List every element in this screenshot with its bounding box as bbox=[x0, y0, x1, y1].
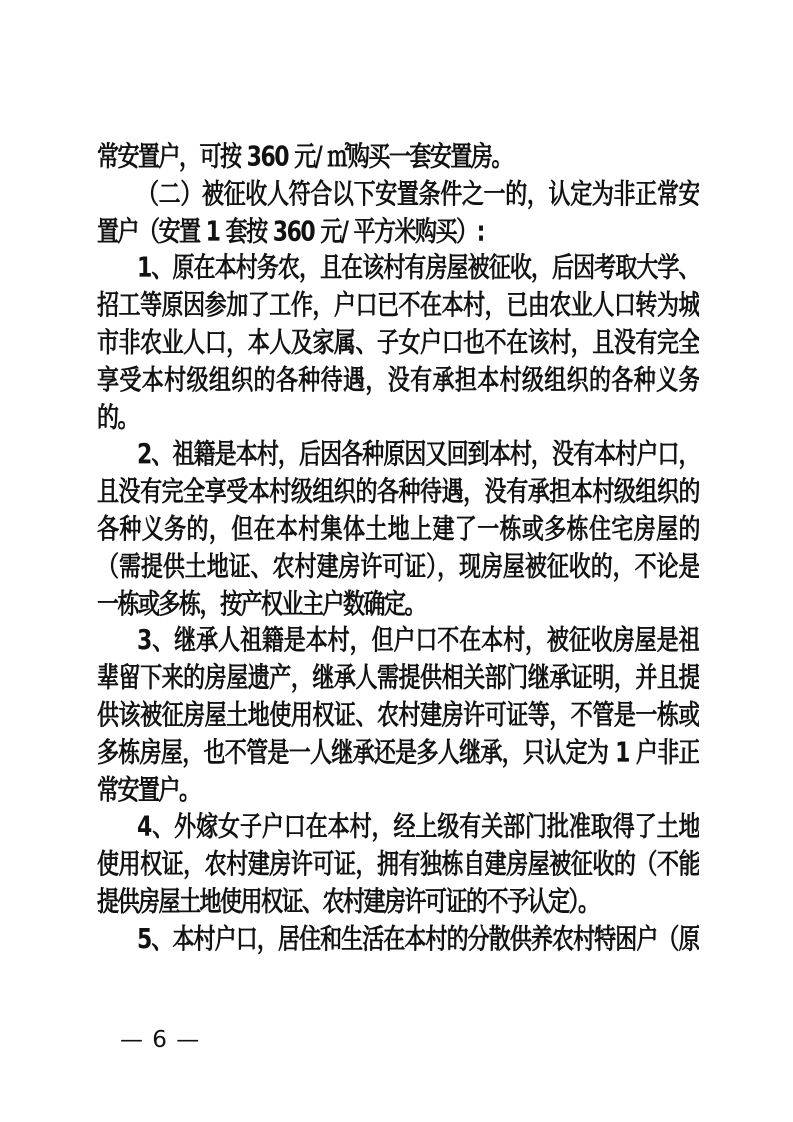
text-line: 5、本村户口，居住和生活在本村的分散供养农村特困户（原 bbox=[137, 923, 699, 955]
text-line: 招工等原因参加了工作，户口已不在本村，已由农业人口转为城 bbox=[97, 290, 699, 322]
text-line: 提供房屋土地使用权证、农村建房许可证的不予认定）。 bbox=[97, 886, 599, 918]
text-line: 各种义务的，但在本村集体土地上建了一栋或多栋住宅房屋的 bbox=[97, 513, 699, 546]
text-line: 的。 bbox=[97, 402, 139, 434]
text-line: 常安置户。 bbox=[97, 774, 200, 806]
text-line: 常安置户，可按 360 元/ ㎡购买一套安置房。 bbox=[97, 141, 512, 173]
page-number: — 6 — bbox=[120, 1027, 201, 1053]
text-line: 享受本村级组织的各种待遇，没有承担本村级组织的各种义务 bbox=[97, 364, 699, 397]
text-line: 且没有完全享受本村级组织的各种待遇，没有承担本村级组织的 bbox=[97, 476, 699, 508]
text-line: 3、继承人祖籍是本村，但户口不在本村，被征收房屋是祖 bbox=[137, 625, 699, 657]
text-line: 多栋房屋，也不管是一人继承还是多人继承，只认定为 1 户非正 bbox=[97, 737, 699, 769]
text-line: 辈留下来的房屋遗产，继承人需提供相关部门继承证明，并且提 bbox=[97, 662, 699, 695]
text-line: （需提供土地证、农村建房许可证），现房屋被征收的，不论是 bbox=[97, 551, 699, 583]
text-line: 使用权证，农村建房许可证，拥有独栋自建房屋被征收的（不能 bbox=[97, 849, 699, 881]
text-line: 4、外嫁女子户口在本村，经上级有关部门批准取得了土地 bbox=[137, 811, 699, 844]
text-line: 市非农业人口，本人及家属、子女户口也不在该村，且没有完全 bbox=[97, 327, 699, 359]
text-line: 一栋或多栋，按产权业主户数确定。 bbox=[97, 588, 426, 620]
text-line: 1、原在本村务农，且在该村有房屋被征收，后因考取大学、 bbox=[137, 253, 699, 285]
text-line: 置户（安置 1 套按 360 元/ 平方米购买）: bbox=[97, 215, 484, 248]
text-line: （二）被征收人符合以下安置条件之一的，认定为非正常安 bbox=[137, 178, 699, 210]
text-line: 2、祖籍是本村，后因各种原因又回到本村，没有本村户口， bbox=[137, 439, 699, 471]
text-line: 供该被征房屋土地使用权证、农村建房许可证等，不管是一栋或 bbox=[97, 700, 699, 732]
document-text-block bbox=[97, 139, 699, 958]
